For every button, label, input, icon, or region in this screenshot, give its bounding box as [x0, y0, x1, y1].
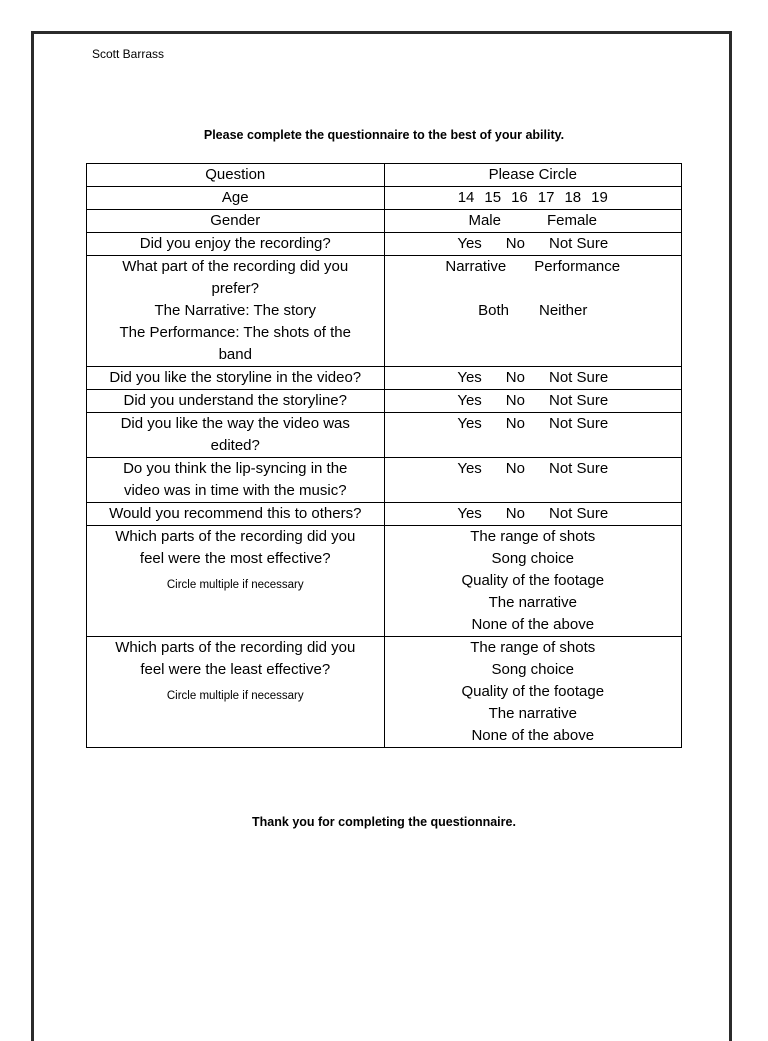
no-option[interactable]: No — [505, 369, 525, 386]
effect-option[interactable]: None of the above — [471, 616, 595, 633]
questionnaire-table — [86, 163, 682, 748]
question-label: What part of the recording did you prefer? The Narrative: The story The Performance: The shots of the band — [87, 256, 385, 367]
answer-options — [384, 637, 682, 748]
table-row — [87, 637, 682, 748]
question-label: Did you like the way the video was edited? — [87, 413, 385, 458]
intro-text: Please complete the questionnaire to the best of your ability. — [203, 128, 565, 142]
question-label: Do you think the lip-syncing in the video was in time with the music? — [87, 458, 385, 503]
author-name: Scott Barrass — [92, 47, 165, 61]
no-option[interactable]: No — [505, 235, 525, 252]
answer-options — [384, 526, 682, 637]
question-label: Which parts of the recording did you feel were the most effective? Circle multiple if necessary — [87, 526, 385, 637]
gender-option[interactable]: Female — [546, 212, 598, 229]
not-sure-option[interactable]: Not Sure — [548, 415, 609, 432]
table-row — [87, 367, 682, 390]
effect-option[interactable]: The narrative — [488, 705, 577, 722]
yes-option[interactable]: Yes — [457, 369, 482, 386]
table-row — [87, 187, 682, 210]
yes-option[interactable]: Yes — [457, 460, 482, 477]
performance-option[interactable]: Performance — [534, 258, 621, 275]
narrative-option[interactable]: Narrative — [445, 258, 507, 275]
answer-options — [384, 210, 682, 233]
answer-options — [384, 256, 682, 367]
answer-options — [384, 413, 682, 458]
question-label: Did you like the storyline in the video? — [87, 367, 385, 390]
header-question: Question — [87, 164, 385, 187]
table-row — [87, 210, 682, 233]
question-label: Would you recommend this to others? — [87, 503, 385, 526]
yes-option[interactable]: Yes — [457, 415, 482, 432]
no-option[interactable]: No — [505, 505, 525, 522]
outro-text: Thank you for completing the questionnaire. — [252, 815, 516, 829]
effect-option[interactable]: The range of shots — [470, 639, 596, 656]
not-sure-option[interactable]: Not Sure — [548, 392, 609, 409]
age-option[interactable]: 18 — [564, 189, 582, 206]
not-sure-option[interactable]: Not Sure — [548, 460, 609, 477]
age-option[interactable]: 14 — [457, 189, 475, 206]
question-label: Did you enjoy the recording? — [87, 233, 385, 256]
table-row — [87, 413, 682, 458]
question-label: Age — [87, 187, 385, 210]
question-label: Which parts of the recording did you feel were the least effective? Circle multiple if necessary — [87, 637, 385, 748]
neither-option[interactable]: Neither — [539, 302, 588, 319]
table-row — [87, 164, 682, 187]
age-option[interactable]: 15 — [484, 189, 502, 206]
question-label: Gender — [87, 210, 385, 233]
gender-option[interactable]: Male — [468, 212, 501, 229]
age-option[interactable]: 16 — [511, 189, 528, 206]
table-row — [87, 526, 682, 637]
yes-option[interactable]: Yes — [457, 392, 482, 409]
table-row — [87, 503, 682, 526]
question-label: Did you understand the storyline? — [87, 390, 385, 413]
age-option[interactable]: 19 — [591, 189, 608, 206]
not-sure-option[interactable]: Not Sure — [548, 369, 609, 386]
table-row — [87, 458, 682, 503]
effect-option[interactable]: Song choice — [491, 550, 575, 567]
table-row — [87, 390, 682, 413]
yes-option[interactable]: Yes — [457, 235, 482, 252]
age-option[interactable]: 17 — [537, 189, 555, 206]
effect-option[interactable]: Song choice — [491, 661, 575, 678]
answer-options — [384, 390, 682, 413]
effect-option[interactable]: None of the above — [471, 727, 595, 744]
circle-note: Circle multiple if necessary — [166, 579, 304, 591]
yes-option[interactable]: Yes — [457, 505, 482, 522]
answer-options — [384, 503, 682, 526]
effect-option[interactable]: The range of shots — [470, 528, 596, 545]
circle-note: Circle multiple if necessary — [166, 690, 304, 702]
effect-option[interactable]: Quality of the footage — [461, 572, 605, 589]
not-sure-option[interactable]: Not Sure — [548, 235, 609, 252]
answer-options — [384, 187, 682, 210]
answer-options — [384, 458, 682, 503]
table-row — [87, 256, 682, 367]
no-option[interactable]: No — [505, 460, 525, 477]
effect-option[interactable]: The narrative — [488, 594, 577, 611]
effect-option[interactable]: Quality of the footage — [461, 683, 605, 700]
not-sure-option[interactable]: Not Sure — [548, 505, 609, 522]
answer-options — [384, 233, 682, 256]
answer-options — [384, 367, 682, 390]
table-row — [87, 233, 682, 256]
header-answer: Please Circle — [384, 164, 682, 187]
both-option[interactable]: Both — [478, 302, 509, 319]
no-option[interactable]: No — [505, 415, 525, 432]
no-option[interactable]: No — [505, 392, 525, 409]
